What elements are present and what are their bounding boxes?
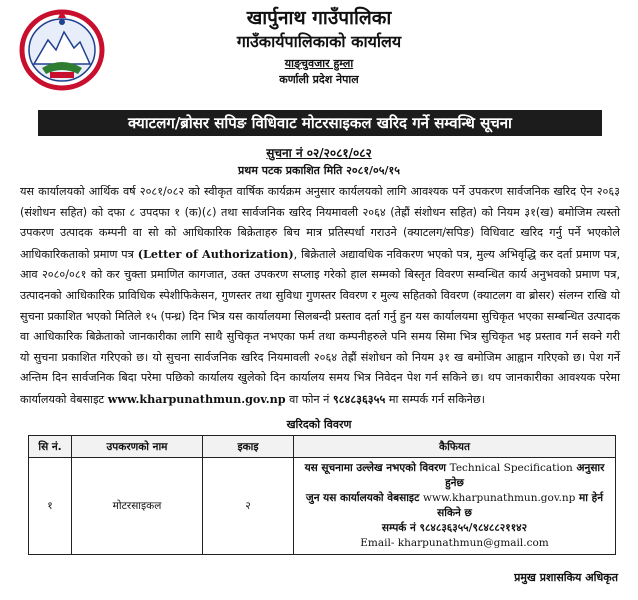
remarks-text-a: यस सूचनामा उल्लेख नभएको विवरण	[304, 462, 446, 474]
remarks-tech-spec: Technical Specification	[449, 462, 573, 474]
body-text-3: वा फोन नं	[285, 392, 330, 406]
notice-number: सुचना नं ०२/२०८१/०८२	[266, 146, 372, 160]
office-name: गाउँकार्यपालिकाको कार्यालय	[236, 32, 402, 51]
col-unit: इकाइ	[203, 436, 294, 458]
col-sn: सि नं.	[29, 436, 72, 458]
remarks-website-link[interactable]: www.kharpunathmun.gov.np	[423, 492, 576, 504]
publication-date: प्रथम पटक प्रकाशित मिति २०८१/०५/१५	[238, 164, 400, 177]
notice-paragraph	[20, 182, 620, 411]
remarks-line-1	[296, 461, 613, 491]
remarks-line-3: सम्पर्क नं ९८४८३६३५५/९८४८८२११४२	[381, 522, 528, 534]
col-name: उपकरणको नाम	[72, 436, 203, 458]
province-name: कर्णाली प्रदेश नेपाल	[279, 73, 359, 86]
notice-body	[20, 182, 620, 411]
cell-sn: १	[29, 458, 72, 555]
body-text-4: मा सम्पर्क गर्न सकिनेछ।	[385, 392, 486, 406]
signoff-title: प्रमुख प्रशासकिय अधिकृत	[514, 571, 618, 584]
table-header-row	[29, 436, 616, 458]
office-address: याङ्चुवजार हुम्ला	[284, 57, 354, 70]
loa-term: (Letter of Authorization)	[137, 246, 294, 261]
remarks-text-d: मा हेर्न सकिने छ	[437, 492, 604, 519]
phone-number: ९८४८३६३५५	[332, 392, 386, 406]
body-text-1: यस कार्यालयको आर्थिक वर्ष २०८१/०८२ को स्वीकृत वार्षिक कार्यक्रम अनुसार कार्यलयको लागि आवश्यक पर्ने उपकरण सार्वजनिक खरिद ऐन २०६३ (संशोधन सहित) को दफा ८ उपदफा १ (क)(८) तथा सार्वजनिक खरिद नियमावली २०६४ (तेह्रौं संशोधन सहित) को नियम ३१(ख) बमोजिम त्यस्तो उपकरण उत्पादक कम्पनी वा सो को आधिकारिक बिक्रेताहरु बिच मात्र प्रतिस्पर्धा गराउने (क्याटलग/सपिङ) विधिवाट खरिद गर्नु पर्ने भएकोले आधिकारिकताको प्रमाण पत्र	[20, 185, 620, 261]
body-text-2: , बिक्रेताले अद्यावधिक नविकरण भएको पत्र, मुल्य अभिवृद्धि कर दर्ता प्रमाण पत्र, आव २०८०/०८१ को कर चुक्ता प्रमाणित कागजात, उक्त उपकरण सप्लाइ गरेको हाल सम्मको बिस्तृत विवरण सम्वन्धित कार्य अनुभवको प्रमाण पत्र, उत्पादनको आधिकारिक प्राविधिक स्पेशीफिकेसन, गुणस्तर तथा सुविधा गुणस्तर विवरण र मुल्य सहितको विवरण (क्याटलग वा ब्रोसर) संलग्न राखि यो सुचना प्रकाशित भएको मितिले १५ (पन्ध्र) दिन भित्र यस कार्यालयमा सिलबन्दी प्रस्ताव दर्ता गर्नु हुन यस कार्यालयमा सुचिकृत भएका सम्बन्धित उत्पादक वा आधिकारिक बिक्रेताको जानकारीका लागि साथै सुचिकृत नभएका फर्म तथा कम्पनीहरुले पनि समय सिमा भित्र सुचिकृत भइ प्रस्ताव गर्न सक्ने गरी यो सुचना प्रकाशित गरिएको छ। यो सुचना सार्वजनिक खरिद नियमावली २०६४ तेह्रौं संशोधन को नियम ३१ ख बमोजिम आह्वान गरिएको छ। पेश गर्ने अन्तिम दिन सार्वजनिक बिदा परेमा पछिको कार्यालय खुलेको दिन कार्यालय समय भित्र निवेदन पेश गर्न सकिने छ। थप जानकारीका आवश्यक परेमा कार्यालयको वेबसाइट	[20, 247, 620, 406]
remarks-text-c: जुन यस कार्यालयको वेबसाइट	[305, 492, 420, 504]
table-title: खरिदको विवरण	[286, 418, 352, 431]
notice-banner-title: क्याटलग/ब्रोसर सपिङ विधिवाट मोटरसाइकल खरिद गर्ने सम्वन्धि सूचना	[38, 110, 602, 136]
table-row	[29, 458, 616, 555]
website-link[interactable]: www.kharpunathmun.gov.np	[107, 391, 286, 406]
municipality-name: खार्पुनाथ गाउँपालिका	[246, 7, 392, 29]
cell-unit: २	[203, 458, 294, 555]
remarks-email[interactable]: Email- kharpunathmun@gmail.com	[360, 537, 549, 549]
cell-name: मोटरसाइकल	[72, 458, 203, 555]
col-remarks: कैफियत	[294, 436, 616, 458]
remarks-line-2	[296, 491, 613, 521]
cell-remarks	[294, 458, 616, 555]
purchase-table	[28, 435, 616, 555]
remarks-text-b: अनुसार हुनेछ	[445, 462, 605, 489]
